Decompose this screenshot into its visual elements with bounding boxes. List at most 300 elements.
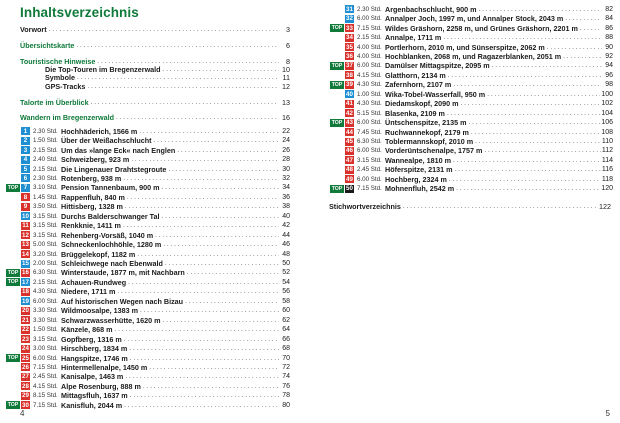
leader-dots <box>461 100 601 107</box>
tour-page: 106 <box>601 119 613 127</box>
tour-entry[interactable] <box>6 316 290 325</box>
tour-entry[interactable] <box>330 118 613 127</box>
tour-page: 28 <box>282 156 290 164</box>
tour-name: Annalpe, 1711 m <box>385 33 442 43</box>
tour-name: Zafernhorn, 2107 m <box>385 80 452 90</box>
tour-entry[interactable] <box>6 127 290 136</box>
leader-dots <box>140 307 279 314</box>
leader-dots <box>116 114 279 122</box>
tour-page: 44 <box>282 231 290 239</box>
leader-dots <box>403 203 598 211</box>
top-tour-badge <box>330 147 344 155</box>
leader-dots <box>149 364 279 371</box>
tour-page: 108 <box>601 128 613 136</box>
top-tour-badge: TOP <box>331 25 343 32</box>
index-entry-page: 122 <box>599 202 611 211</box>
tour-entry[interactable] <box>6 240 290 249</box>
tour-name: Üntschenspitze, 2135 m <box>385 118 467 128</box>
top-tour-badge <box>6 297 20 305</box>
toc-entry-label: Die Top-Touren im Bregenzerwald <box>45 65 161 74</box>
leader-dots <box>471 129 600 136</box>
leader-dots <box>453 81 602 88</box>
tour-number-badge: 43 <box>346 119 353 127</box>
leader-dots <box>177 147 279 154</box>
tour-name: Wannealpe, 1810 m <box>385 155 452 165</box>
tour-name: Hirschberg, 1834 m <box>61 344 128 354</box>
toc-entry[interactable] <box>20 114 290 122</box>
tour-entry[interactable] <box>330 137 613 146</box>
tour-page: 22 <box>282 127 290 135</box>
tour-entry[interactable] <box>330 71 613 80</box>
tour-name: Schweizberg, 923 m <box>61 155 130 165</box>
top-tour-badge: TOP <box>331 185 343 192</box>
tour-page: 72 <box>282 363 290 371</box>
tour-number-badge: 24 <box>22 345 29 353</box>
toc-entry-label: Übersichtskarte <box>20 41 75 50</box>
tour-duration: 7.45 Std. <box>357 128 382 136</box>
leader-dots <box>563 53 602 60</box>
tour-name: Die Lingenauer Drahtstegroute <box>61 164 167 174</box>
tour-name: Renkknie, 1411 m <box>61 221 121 231</box>
leader-dots <box>128 279 279 286</box>
tour-number-badge: 17 <box>22 278 29 286</box>
top-tour-badge <box>330 5 344 13</box>
tour-name: Rehenberg-Vorsäß, 1040 m <box>61 230 154 240</box>
tour-page: 40 <box>282 212 290 220</box>
tour-entry[interactable] <box>6 325 290 334</box>
tour-entry[interactable] <box>6 249 290 258</box>
leader-dots <box>130 355 279 362</box>
top-tour-badge <box>330 156 344 164</box>
tour-page: 94 <box>605 62 613 70</box>
tour-entry[interactable] <box>330 156 613 165</box>
top-tour-badge: TOP <box>7 279 19 286</box>
tour-duration: 3.15 Std. <box>33 212 58 220</box>
tour-name: Vorderüntschenalpe, 1757 m <box>385 146 483 156</box>
tour-page: 64 <box>282 326 290 334</box>
leader-dots <box>129 345 279 352</box>
tour-page: 82 <box>605 5 613 13</box>
tour-number-badge: 3 <box>21 146 30 154</box>
tour-number-badge: 21 <box>22 316 29 324</box>
tour-duration: 2.15 Std. <box>33 278 58 286</box>
top-tour-badge <box>6 250 20 258</box>
leader-dots <box>547 44 602 51</box>
toc-entry-label: Touristische Hinweise <box>20 57 96 66</box>
tour-duration: 3.10 Std. <box>33 184 58 192</box>
tour-name: Schwarzwasserhütte, 1620 m <box>61 315 161 325</box>
top-tour-badge <box>330 43 344 51</box>
tour-number-badge: 29 <box>22 392 29 400</box>
tour-entry[interactable] <box>6 202 290 211</box>
tour-name: Alpe Rosenburg, 888 m <box>61 381 141 391</box>
tour-page: 78 <box>282 392 290 400</box>
tour-duration: 2.30 Std. <box>33 174 58 182</box>
top-tour-badge <box>6 222 20 230</box>
top-tour-badge <box>6 127 20 135</box>
tour-number-badge: 35 <box>346 43 353 51</box>
toc-entry[interactable] <box>45 83 290 91</box>
tour-entry[interactable] <box>6 212 290 221</box>
tour-page: 26 <box>282 146 290 154</box>
tour-name: Schleichwege nach Ebenwald <box>61 259 163 269</box>
tour-name: Diedamskopf, 2090 m <box>385 99 459 109</box>
tour-duration: 3.15 Std. <box>33 222 58 230</box>
toc-entry[interactable] <box>20 99 290 107</box>
leader-dots <box>484 147 600 154</box>
tour-page: 24 <box>282 137 290 145</box>
tour-entry[interactable] <box>6 391 290 400</box>
tour-page: 42 <box>282 222 290 230</box>
leader-dots <box>49 26 279 34</box>
top-tour-badge <box>6 193 20 201</box>
tour-entry[interactable] <box>6 164 290 173</box>
tour-entry[interactable] <box>330 165 613 174</box>
tour-duration: 4.15 Std. <box>357 71 382 79</box>
leader-dots <box>162 184 279 191</box>
tour-number-badge: 1 <box>21 127 30 135</box>
page-number-left: 4 <box>20 409 25 418</box>
top-tour-badge <box>6 241 20 249</box>
leader-dots <box>77 74 279 82</box>
tour-number-badge: 23 <box>22 335 29 343</box>
tour-entry[interactable] <box>6 155 290 164</box>
top-tour-badge <box>6 288 20 296</box>
top-tour-badge <box>330 71 344 79</box>
top-tour-badge <box>330 100 344 108</box>
tour-page: 116 <box>601 166 613 174</box>
tour-page: 96 <box>605 71 613 79</box>
tour-number-badge: 15 <box>22 260 29 268</box>
tour-duration: 6.30 Std. <box>357 138 382 146</box>
top-tour-badge <box>6 146 20 154</box>
tour-entry[interactable] <box>6 136 290 145</box>
tour-entry[interactable] <box>6 183 290 192</box>
tour-name: Gopfberg, 1316 m <box>61 334 122 344</box>
leader-dots <box>143 383 279 390</box>
toc-entry[interactable] <box>45 74 290 82</box>
top-tour-badge <box>6 231 20 239</box>
tour-entry[interactable] <box>6 334 290 343</box>
tour-duration: 7.15 Std. <box>357 24 382 32</box>
tour-entry[interactable] <box>6 145 290 154</box>
tour-duration: 3.30 Std. <box>33 307 58 315</box>
leader-dots <box>124 336 279 343</box>
top-tour-badge: TOP <box>7 269 19 276</box>
tour-duration: 1.00 Std. <box>357 90 382 98</box>
tour-entry[interactable] <box>6 382 290 391</box>
tour-page: 74 <box>282 373 290 381</box>
top-tour-badge <box>330 34 344 42</box>
tour-page: 38 <box>282 203 290 211</box>
top-tour-badge <box>6 316 20 324</box>
tour-duration: 4.30 Std. <box>357 100 382 108</box>
leader-dots <box>87 83 279 91</box>
tour-duration: 4.00 Std. <box>357 52 382 60</box>
tour-entry[interactable] <box>330 127 613 136</box>
tour-name: Winterstaude, 1877 m, mit Nachbarn <box>61 268 185 278</box>
tour-name: Hangspitze, 1746 m <box>61 353 128 363</box>
tour-page: 70 <box>282 354 290 362</box>
tour-name: Hochberg, 2324 m <box>385 174 447 184</box>
tour-page: 120 <box>601 185 613 193</box>
top-tour-badge <box>6 335 20 343</box>
tour-page: 56 <box>282 288 290 296</box>
toc-entry-label: Wandern im Bregenzerwald <box>20 113 114 122</box>
tour-entry[interactable] <box>6 174 290 183</box>
tour-duration: 2.30 Std. <box>33 127 58 135</box>
tour-number-badge: 44 <box>346 128 353 136</box>
top-tour-badge <box>6 156 20 164</box>
tour-number-badge: 42 <box>346 109 353 117</box>
tour-number-badge: 13 <box>22 241 29 249</box>
leader-dots <box>123 175 279 182</box>
leader-dots <box>580 25 602 32</box>
tour-page: 68 <box>282 345 290 353</box>
tour-page: 114 <box>601 156 613 164</box>
tour-number-badge: 9 <box>21 203 30 211</box>
tour-number-badge: 6 <box>21 174 30 182</box>
tour-number-badge: 25 <box>22 354 29 362</box>
tour-entry[interactable] <box>330 23 613 32</box>
toc-entry-page: 13 <box>282 98 290 107</box>
leader-dots <box>130 392 279 399</box>
top-tour-badge <box>6 307 20 315</box>
toc-entry[interactable] <box>20 42 290 50</box>
tour-duration: 6.30 Std. <box>33 269 58 277</box>
tour-number-badge: 10 <box>22 212 29 220</box>
tour-name: Auf historischen Wegen nach Bizau <box>61 296 184 306</box>
tour-name: Mittagsfluh, 1637 m <box>61 391 128 401</box>
tour-name: Hochhäderich, 1566 m <box>61 126 138 136</box>
leader-dots <box>162 213 279 220</box>
tour-entry[interactable] <box>6 353 290 362</box>
tour-page: 88 <box>605 34 613 42</box>
top-tour-badge <box>6 260 20 268</box>
tour-number-badge: 36 <box>346 52 353 60</box>
tour-name: Kanisfluh, 2044 m <box>61 400 123 410</box>
tour-entry[interactable] <box>330 175 613 184</box>
tour-duration: 6.00 Std. <box>357 175 382 183</box>
leader-dots <box>168 166 279 173</box>
tour-entry[interactable] <box>6 287 290 296</box>
leader-dots <box>137 251 279 258</box>
tour-number-badge: 20 <box>22 307 29 315</box>
toc-entry-label: Vorwort <box>20 25 47 34</box>
tour-duration: 2.45 Std. <box>33 373 58 381</box>
top-tour-badge <box>6 165 20 173</box>
leader-dots <box>449 176 601 183</box>
toc-entry-page: 12 <box>282 82 290 91</box>
tour-entry[interactable] <box>330 90 613 99</box>
top-tour-badge: TOP <box>331 62 343 69</box>
tour-entry[interactable] <box>6 230 290 239</box>
leader-dots <box>456 185 600 192</box>
tour-name: Pension Tannenbaum, 900 m <box>61 183 160 193</box>
toc-entry-label: GPS-Tracks <box>45 82 86 91</box>
tour-number-badge: 19 <box>22 297 29 305</box>
top-tour-badge: TOP <box>331 119 343 126</box>
top-tour-badge <box>6 203 20 211</box>
tour-entry[interactable] <box>6 306 290 315</box>
toc-entry-page: 8 <box>286 57 290 66</box>
tour-name: Hintermellenalpe, 1450 m <box>61 362 148 372</box>
tour-page: 110 <box>601 138 613 146</box>
leader-dots <box>165 260 279 267</box>
tour-entry[interactable] <box>6 372 290 381</box>
tour-number-badge: 47 <box>346 156 353 164</box>
tour-duration: 6.00 Std. <box>357 62 382 70</box>
tour-name: Wildmoosalpe, 1383 m <box>61 306 139 316</box>
leader-dots <box>447 110 600 117</box>
tour-entry[interactable] <box>330 52 613 61</box>
toc-entry[interactable] <box>45 66 290 74</box>
leader-dots <box>139 128 279 135</box>
tour-number-badge: 41 <box>346 100 353 108</box>
tour-entry[interactable] <box>330 184 613 193</box>
leader-dots <box>565 15 602 22</box>
tour-duration: 3.15 Std. <box>357 156 382 164</box>
tour-entry[interactable] <box>6 193 290 202</box>
tour-entry[interactable] <box>6 363 290 372</box>
tour-entry[interactable] <box>6 344 290 353</box>
tour-entry[interactable] <box>6 221 290 230</box>
tour-number-badge: 8 <box>21 193 30 201</box>
tour-name: Blasenka, 2109 m <box>385 108 445 118</box>
top-tour-badge <box>330 138 344 146</box>
tour-page: 80 <box>282 401 290 409</box>
top-tour-badge <box>330 52 344 60</box>
tour-page: 66 <box>282 335 290 343</box>
tour-entry[interactable] <box>330 108 613 117</box>
tour-entry[interactable] <box>330 42 613 51</box>
tour-page: 34 <box>282 184 290 192</box>
leader-dots <box>123 222 279 229</box>
tour-name: Wildes Gräshorn, 2258 m, und Grünes Gräshorn, 2201 m <box>385 23 578 33</box>
tour-name: Känzele, 868 m <box>61 325 113 335</box>
tour-duration: 2.00 Std. <box>33 260 58 268</box>
tour-name: Annalper Joch, 1997 m, und Annalper Stock, 2043 m <box>385 14 564 24</box>
top-tour-badge <box>330 175 344 183</box>
tour-number-badge: 26 <box>22 363 29 371</box>
tour-entry[interactable] <box>330 99 613 108</box>
tour-name: Glatthorn, 2134 m <box>385 70 446 80</box>
leader-dots <box>475 138 601 145</box>
tour-name: Kanisalpe, 1463 m <box>61 372 124 382</box>
leader-dots <box>91 99 279 107</box>
leader-dots <box>469 119 601 126</box>
page-number-right: 5 <box>605 409 610 418</box>
tour-page: 100 <box>601 90 613 98</box>
tour-number-badge: 46 <box>346 147 353 155</box>
tour-entry[interactable] <box>6 297 290 306</box>
tour-name: Rappenfluh, 840 m <box>61 192 125 202</box>
index-entry-label: Stichwortverzeichnis <box>329 202 401 211</box>
top-tour-badge <box>330 109 344 117</box>
tour-number-badge: 38 <box>346 71 353 79</box>
tour-duration: 4.15 Std. <box>33 382 58 390</box>
tour-number-badge: 12 <box>22 231 29 239</box>
top-tour-badge: TOP <box>7 184 19 191</box>
tour-entry[interactable] <box>330 61 613 70</box>
index-entry[interactable] <box>329 203 611 211</box>
tour-duration: 7.15 Std. <box>33 363 58 371</box>
tour-name: Hittisberg, 1328 m <box>61 202 123 212</box>
tour-name: Höferspitze, 2131 m <box>385 165 453 175</box>
tour-duration: 2.15 Std. <box>357 34 382 42</box>
tour-duration: 5.15 Std. <box>357 109 382 117</box>
leader-dots <box>448 72 602 79</box>
leader-dots <box>185 298 279 305</box>
tour-number-badge: 49 <box>346 175 353 183</box>
tour-entry[interactable] <box>330 33 613 42</box>
tour-entry[interactable] <box>330 80 613 89</box>
tour-duration: 4.30 Std. <box>357 81 382 89</box>
tour-page: 104 <box>601 109 613 117</box>
tour-duration: 1.50 Std. <box>33 326 58 334</box>
tour-number-badge: 48 <box>346 166 353 174</box>
tour-page: 76 <box>282 382 290 390</box>
leader-dots <box>131 156 279 163</box>
tour-page: 32 <box>282 174 290 182</box>
tour-name: Rotenberg, 938 m <box>61 173 122 183</box>
tour-name: Ruchwannekopf, 2179 m <box>385 127 469 137</box>
tour-page: 98 <box>605 81 613 89</box>
tour-page: 50 <box>282 260 290 268</box>
tour-entry[interactable] <box>6 278 290 287</box>
tour-entry[interactable] <box>330 146 613 155</box>
tour-duration: 2.15 Std. <box>33 165 58 173</box>
tour-page: 62 <box>282 316 290 324</box>
tour-name: Wika-Tobel-Wasserfall, 950 m <box>385 89 486 99</box>
tour-number-badge: 45 <box>346 138 353 146</box>
tour-entry[interactable] <box>330 14 613 23</box>
toc-entry[interactable] <box>20 26 290 34</box>
tour-duration: 1.50 Std. <box>33 137 58 145</box>
tour-number-badge: 40 <box>346 90 353 98</box>
tour-entry[interactable] <box>6 259 290 268</box>
top-tour-badge <box>6 345 20 353</box>
toc-entry-label: Talorte im Überblick <box>20 98 89 107</box>
leader-dots <box>127 194 279 201</box>
tour-duration: 2.45 Std. <box>357 166 382 174</box>
tour-entry[interactable] <box>330 5 613 14</box>
leader-dots <box>76 42 279 50</box>
tour-page: 48 <box>282 250 290 258</box>
toc-entry-label: Symbole <box>45 73 75 82</box>
leader-dots <box>163 66 279 74</box>
top-tour-badge <box>6 137 20 145</box>
tour-number-badge: 2 <box>21 137 30 145</box>
tour-page: 112 <box>601 147 613 155</box>
tour-duration: 7.15 Std. <box>33 401 58 409</box>
tour-number-badge: 50 <box>346 185 353 193</box>
tour-page: 46 <box>282 241 290 249</box>
tour-duration: 8.15 Std. <box>33 392 58 400</box>
tour-entry[interactable] <box>6 401 290 410</box>
tour-number-badge: 27 <box>22 373 29 381</box>
leader-dots <box>162 317 279 324</box>
toc-entry-page: 10 <box>282 65 290 74</box>
tour-name: Durchs Balderschwanger Tal <box>61 211 160 221</box>
tour-page: 118 <box>601 175 613 183</box>
tour-number-badge: 39 <box>346 81 353 89</box>
tour-duration: 6.00 Std. <box>33 354 58 362</box>
top-tour-badge: TOP <box>331 81 343 88</box>
tour-number-badge: 7 <box>21 184 30 192</box>
leader-dots <box>125 203 279 210</box>
tour-entry[interactable] <box>6 268 290 277</box>
